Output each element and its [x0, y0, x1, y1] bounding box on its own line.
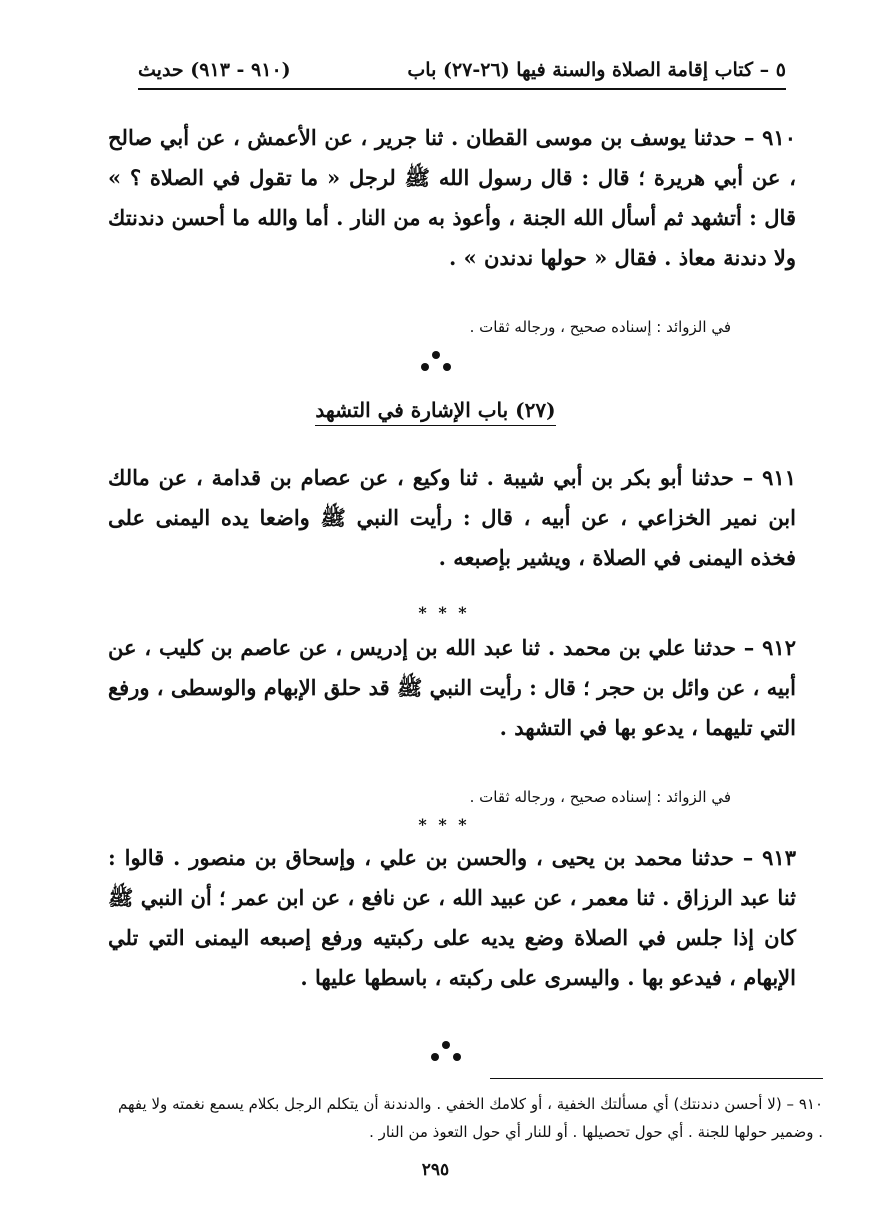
triple-dot-ornament [418, 350, 454, 372]
zawaid-note-910: في الزوائد : إسناده صحيح ، ورجاله ثقات . [469, 318, 731, 336]
footnote-910: ٩١٠ – (لا أحسن دندنتك) أي مسألتك الخفية ، أو كلامك الخفي . والدندنة أن يتكلم الرجل بكلام يسمع نغمته ولا يفهم . وضمير حولها للجنة . أي حول تحصيلها . أو للنار أي حول التعوذ من النار . [118, 1095, 823, 1141]
chapter-heading [0, 398, 871, 422]
star-separator: * * * [418, 815, 470, 834]
hadith-912: ٩١٢ – حدثنا علي بن محمد . ثنا عبد الله بن إدريس ، عن عاصم بن كليب ، عن أبيه ، عن وائل بن حجر ؛ قال : رأيت النبي ﷺ قد حلق الإبهام والوسطى ، ورفع التي تليهما ، يدعو بها في التشهد . [108, 635, 796, 740]
running-header [138, 52, 786, 90]
triple-dot-ornament [428, 1040, 464, 1062]
zawaid-note-912: في الزوائد : إسناده صحيح ، ورجاله ثقات . [469, 788, 731, 806]
chapter-title: (٢٧) باب الإشارة في التشهد [315, 398, 555, 426]
hadith-913: ٩١٣ – حدثنا محمد بن يحيى ، والحسن بن علي ، وإسحاق بن منصور . قالوا : ثنا عبد الرزاق . ثنا معمر ، عن عبيد الله ، عن نافع ، عن ابن عمر ؛ أن النبي ﷺ كان إذا جلس في الصلاة وضع يديه على ركبتيه ورفع إصبعه اليمنى التي تلي الإبهام ، فيدعو بها . واليسرى على ركبته ، باسطها عليها . [108, 845, 796, 990]
header-title: ٥ – كتاب إقامة الصلاة والسنة فيها (٢٦-٢٧) باب [407, 59, 786, 81]
header-hadith-range: (٩١٠ - ٩١٣) حديث [138, 59, 291, 81]
hadith-911: ٩١١ – حدثنا أبو بكر بن أبي شيبة . ثنا وكيع ، عن عصام بن قدامة ، عن مالك ابن نمير الخزاعي ، عن أبيه ، قال : رأيت النبي ﷺ واضعا يده اليمنى على فخذه اليمنى في الصلاة ، ويشير بإصبعه . [108, 465, 796, 570]
star-separator: * * * [418, 603, 470, 622]
footnote-rule [490, 1078, 823, 1079]
hadith-910: ٩١٠ – حدثنا يوسف بن موسى القطان . ثنا جرير ، عن الأعمش ، عن أبي صالح ، عن أبي هريرة ؛ قال : قال رسول الله ﷺ لرجل « ما تقول في الصلاة ؟ » قال : أتشهد ثم أسأل الله الجنة ، وأعوذ به من النار . أما والله ما أحسن دندنتك ولا دندنة معاذ . فقال « حولها ندندن » . [108, 125, 796, 270]
page-number: ٢٩٥ [421, 1160, 450, 1180]
